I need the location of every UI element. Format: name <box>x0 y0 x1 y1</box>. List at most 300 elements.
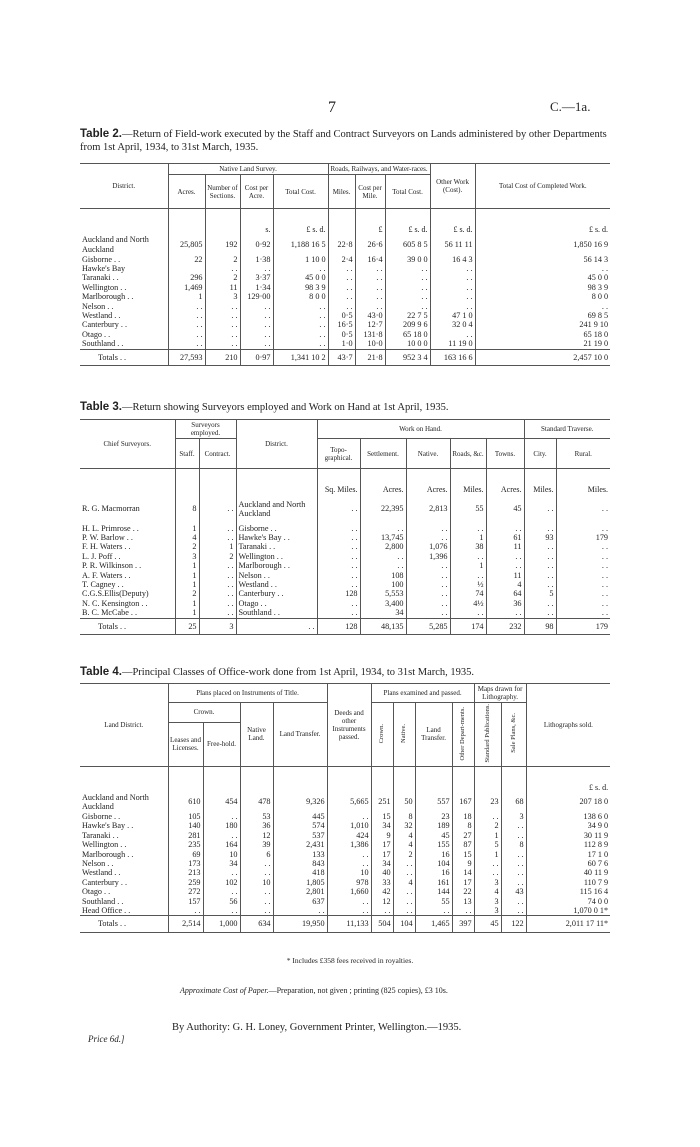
table-row <box>80 561 610 570</box>
unit-label <box>168 209 205 235</box>
t3-header-employed: Surveyors employed. <box>175 420 236 439</box>
t4-header-standard: Standard Publications. <box>483 704 491 763</box>
cell: 11 <box>486 542 524 551</box>
cell: 32 <box>393 821 415 830</box>
cell: 17 <box>371 850 393 859</box>
table-row <box>80 264 610 273</box>
row-label: P. R. Wilkinson . . <box>80 561 175 570</box>
cell: 16·4 <box>355 255 385 264</box>
cell: . . <box>406 608 450 618</box>
cell: . . <box>430 292 475 301</box>
cell: Canterbury . . <box>236 589 317 598</box>
cell: 1 <box>474 850 501 859</box>
cell: . . <box>430 273 475 282</box>
cell: . . <box>199 524 236 533</box>
total-cell: 1,465 <box>415 916 452 932</box>
total-cell: 122 <box>501 916 526 932</box>
cell: . . <box>475 302 610 311</box>
cell: . . <box>355 283 385 292</box>
cell: . . <box>430 283 475 292</box>
t4-header-crown: Crown. <box>168 703 240 723</box>
cell: 1,805 <box>273 878 327 887</box>
cell: . . <box>203 906 240 916</box>
table-row <box>80 897 610 906</box>
cell: 27 <box>452 831 474 840</box>
cell: . . <box>406 599 450 608</box>
cell: 4 <box>175 533 199 542</box>
table-row <box>80 273 610 282</box>
cell: 10 <box>327 868 371 877</box>
table-row <box>80 868 610 877</box>
table-2-caption <box>80 128 610 154</box>
cell: 16 <box>415 850 452 859</box>
cell: . . <box>474 859 501 868</box>
row-label: Otago . . <box>80 330 168 339</box>
cell: 610 <box>168 792 203 812</box>
cell: 110 7 9 <box>526 878 610 887</box>
cell: . . <box>406 524 450 533</box>
cell: . . <box>317 533 360 542</box>
cell: . . <box>205 339 240 349</box>
cell: . . <box>240 264 273 273</box>
cell: 164 <box>203 840 240 849</box>
row-label: Wellington . . <box>80 283 168 292</box>
cell: 12 <box>240 831 273 840</box>
cell: . . <box>452 906 474 916</box>
cell: . . <box>273 302 328 311</box>
cell: . . <box>430 330 475 339</box>
total-cell: 1,000 <box>203 916 240 932</box>
cell: 2,800 <box>360 542 406 551</box>
cell: 1 <box>199 542 236 551</box>
cell: Marlborough . . <box>236 561 317 570</box>
cell: 68 <box>501 792 526 812</box>
cell: 65 18 0 <box>475 330 610 339</box>
cell: 167 <box>452 792 474 812</box>
row-label: Taranaki . . <box>80 273 168 282</box>
row-label: Canterbury . . <box>80 320 168 329</box>
cell: 843 <box>273 859 327 868</box>
cell: . . <box>450 552 486 561</box>
cell: . . <box>203 831 240 840</box>
total-cell: 2,011 17 11* <box>526 916 610 932</box>
cell: 34 9 0 <box>526 821 610 830</box>
cell: 23 <box>474 792 501 812</box>
cell: . . <box>240 339 273 349</box>
cell: 25,805 <box>168 235 205 255</box>
cell: . . <box>393 897 415 906</box>
cell: 16 <box>415 868 452 877</box>
cell: 43 <box>501 887 526 896</box>
cell: 1,070 0 1* <box>526 906 610 916</box>
cell: Southland . . <box>236 608 317 618</box>
total-cell: 104 <box>393 916 415 932</box>
cell: 144 <box>415 887 452 896</box>
cell: . . <box>556 561 610 570</box>
table-row <box>80 878 610 887</box>
table-row <box>80 311 610 320</box>
total-cell: 952 3 4 <box>385 349 430 365</box>
cell: 16·5 <box>328 320 355 329</box>
cell: 10·0 <box>355 339 385 349</box>
cell: Taranaki . . <box>236 542 317 551</box>
cell: 5 <box>474 840 501 849</box>
empty-cell <box>168 766 203 792</box>
cell: . . <box>199 580 236 589</box>
table-row <box>80 850 610 859</box>
cell: 3 <box>474 897 501 906</box>
empty-cell <box>393 766 415 792</box>
cell: 115 16 4 <box>526 887 610 896</box>
cell: 1,660 <box>327 887 371 896</box>
table-row <box>80 599 610 608</box>
t3-header-staff: Staff. <box>175 439 199 469</box>
cell: 281 <box>168 831 203 840</box>
cell: 537 <box>273 831 327 840</box>
t2-header-native: Native Land Survey. <box>168 164 328 175</box>
total-cell: 27,593 <box>168 349 205 365</box>
cell: . . <box>501 868 526 877</box>
cell: . . <box>450 608 486 618</box>
total-cell: 11,133 <box>327 916 371 932</box>
unit-label: Acres. <box>486 469 524 495</box>
cell: . . <box>355 292 385 301</box>
cell: 45 <box>415 831 452 840</box>
cell: 129·00 <box>240 292 273 301</box>
cell: 45 0 0 <box>475 273 610 282</box>
table-row <box>80 552 610 561</box>
totals-label: Totals . . <box>80 618 175 634</box>
cell: 1 <box>168 292 205 301</box>
cell: . . <box>393 859 415 868</box>
cell: 3,400 <box>360 599 406 608</box>
cell: . . <box>355 273 385 282</box>
t4-header-leases: Leases and Licenses. <box>168 722 203 766</box>
cell: 133 <box>273 850 327 859</box>
row-label: Gisborne . . <box>80 812 168 821</box>
table-row <box>80 330 610 339</box>
cell: . . <box>240 868 273 877</box>
t2-header-acres: Acres. <box>168 175 205 209</box>
row-label: Wellington . . <box>80 840 168 849</box>
cell: 138 6 0 <box>526 812 610 821</box>
row-label: A. F. Waters . . <box>80 571 175 580</box>
cell: . . <box>205 330 240 339</box>
t4-header-plans: Plans placed on Instruments of Title. <box>168 684 327 703</box>
table-row <box>80 571 610 580</box>
cell: 40 11 9 <box>526 868 610 877</box>
cell: . . <box>524 552 556 561</box>
cell: 39 0 0 <box>385 255 430 264</box>
cell: Wellington . . <box>236 552 317 561</box>
table-row <box>80 840 610 849</box>
cell: 180 <box>203 821 240 830</box>
totals-label: Totals . . <box>80 916 168 932</box>
cell: 1 <box>175 599 199 608</box>
cell: . . <box>317 542 360 551</box>
cell: Westland . . <box>236 580 317 589</box>
cell: 296 <box>168 273 205 282</box>
cell: . . <box>328 273 355 282</box>
cell: 179 <box>556 533 610 542</box>
cell: 4 <box>393 878 415 887</box>
table-row <box>80 589 610 598</box>
table-row <box>80 792 610 812</box>
cell: 43·0 <box>355 311 385 320</box>
cell: 12·7 <box>355 320 385 329</box>
table-row <box>80 283 610 292</box>
cell: . . <box>524 599 556 608</box>
cell: . . <box>328 283 355 292</box>
unit-label: £ <box>355 209 385 235</box>
cell: . . <box>501 859 526 868</box>
cell: 1 <box>450 561 486 570</box>
table-3-caption <box>80 401 610 414</box>
cell: 1 <box>175 571 199 580</box>
cost-label: Approximate Cost of Paper. <box>180 986 269 995</box>
cell: . . <box>486 608 524 618</box>
empty-cell <box>415 766 452 792</box>
cell: . . <box>501 906 526 916</box>
table-row <box>80 524 610 533</box>
cell: 3 <box>474 906 501 916</box>
cell: . . <box>199 599 236 608</box>
cell: 2,813 <box>406 495 450 524</box>
cell: 69 8 5 <box>475 311 610 320</box>
cell: . . <box>450 524 486 533</box>
total-cell: 2,457 10 0 <box>475 349 610 365</box>
cell: 4 <box>486 580 524 589</box>
cell: . . <box>406 533 450 542</box>
cell: 1,010 <box>327 821 371 830</box>
cell: . . <box>430 264 475 273</box>
table-row <box>80 320 610 329</box>
cell: 140 <box>168 821 203 830</box>
cell: . . <box>385 292 430 301</box>
t2-header-cost-per-acre: Cost per Acre. <box>240 175 273 209</box>
table-row <box>80 608 610 618</box>
t2-header-other: Other Work (Cost). <box>430 164 475 209</box>
cell: 98 3 9 <box>273 283 328 292</box>
cell: 93 <box>524 533 556 542</box>
cell: 637 <box>273 897 327 906</box>
cell: 5 <box>524 589 556 598</box>
t3-header-native: Native. <box>406 439 450 469</box>
cell: 10 <box>240 878 273 887</box>
cell: 3 <box>474 878 501 887</box>
unit-label: Acres. <box>406 469 450 495</box>
cell: 2 <box>199 552 236 561</box>
cost-of-paper <box>180 986 448 995</box>
empty-cell <box>236 469 317 495</box>
cell: 36 <box>486 599 524 608</box>
totals-row <box>80 916 610 932</box>
cell: 45 0 0 <box>273 273 328 282</box>
table-row <box>80 339 610 349</box>
cell: . . <box>273 264 328 273</box>
table-3 <box>80 419 610 635</box>
cell: . . <box>556 608 610 618</box>
cell: 102 <box>203 878 240 887</box>
cell: 42 <box>371 887 393 896</box>
cell: . . <box>406 561 450 570</box>
t4-header-litho: Lithographs sold. <box>526 684 610 767</box>
cell: 74 0 0 <box>526 897 610 906</box>
cell: 128 <box>317 589 360 598</box>
row-label: Hawke's Bay . . <box>80 821 168 830</box>
cell: 22 <box>168 255 205 264</box>
cell: . . <box>205 302 240 311</box>
row-label: P. W. Barlow . . <box>80 533 175 542</box>
totals-label: Totals . . <box>80 349 168 365</box>
cell: . . <box>556 542 610 551</box>
table-2-title: —Return of Field-work executed by the Staff and Contract Surveyors on Lands administered by other Departments from 1st April, 1934, to 31st March, 1935. <box>80 129 607 153</box>
cell: . . <box>474 868 501 877</box>
cell: 272 <box>168 887 203 896</box>
cell: 4½ <box>450 599 486 608</box>
cell: 8 <box>175 495 199 524</box>
cell: . . <box>556 524 610 533</box>
cell: 36 <box>240 821 273 830</box>
cell: 213 <box>168 868 203 877</box>
cell: 53 <box>240 812 273 821</box>
t3-header-traverse: Standard Traverse. <box>524 420 610 439</box>
cell: . . <box>205 311 240 320</box>
cell: . . <box>203 812 240 821</box>
cell: 4 <box>393 831 415 840</box>
t4-header-district: Land District. <box>80 684 168 767</box>
cell: . . <box>556 599 610 608</box>
table-row <box>80 812 610 821</box>
row-label: Westland . . <box>80 311 168 320</box>
cell: 6 <box>240 850 273 859</box>
cell: 424 <box>327 831 371 840</box>
t2-header-cost-per-mile: Cost per Mile. <box>355 175 385 209</box>
cell: . . <box>240 906 273 916</box>
cell: . . <box>556 589 610 598</box>
t2-header-sections: Number of Sections. <box>205 175 240 209</box>
cell: 8 0 0 <box>475 292 610 301</box>
row-label: Auckland and North Auckland <box>80 792 168 812</box>
cell: 56 11 11 <box>430 235 475 255</box>
row-label: N. C. Kensington . . <box>80 599 175 608</box>
empty-cell <box>371 766 393 792</box>
cell: . . <box>168 339 205 349</box>
total-cell: 43·7 <box>328 349 355 365</box>
cell: 39 <box>240 840 273 849</box>
unit-label: Sq. Miles. <box>317 469 360 495</box>
cell: 1·34 <box>240 283 273 292</box>
row-label: Nelson . . <box>80 859 168 868</box>
row-label: Nelson . . <box>80 302 168 311</box>
cell: 33 <box>371 878 393 887</box>
cell: 34 <box>360 608 406 618</box>
cell: 56 <box>203 897 240 906</box>
cell: 3 <box>205 292 240 301</box>
cell: Auckland and North Auckland <box>236 495 317 524</box>
total-cell: 19,950 <box>273 916 327 932</box>
t3-header-contract: Contract. <box>199 439 236 469</box>
cell: . . <box>524 561 556 570</box>
cell: . . <box>524 571 556 580</box>
total-cell: 2,514 <box>168 916 203 932</box>
cell: 65 18 0 <box>385 330 430 339</box>
cell: . . <box>524 524 556 533</box>
cell: 8 <box>452 821 474 830</box>
t4-header-land-transfer-exam: Land Transfer. <box>415 703 452 767</box>
cell: 1 <box>175 608 199 618</box>
row-label: Head Office . . <box>80 906 168 916</box>
cell: 26·6 <box>355 235 385 255</box>
cell: 3 <box>501 812 526 821</box>
cell: . . <box>430 302 475 311</box>
unit-label: Miles. <box>556 469 610 495</box>
cell: . . <box>385 273 430 282</box>
cell: . . <box>240 320 273 329</box>
units-row <box>80 209 610 235</box>
cell: 69 <box>168 850 203 859</box>
cell: 155 <box>415 840 452 849</box>
cell: 104 <box>415 859 452 868</box>
t2-header-total-cost-roads: Total Cost. <box>385 175 430 209</box>
cell: 251 <box>371 792 393 812</box>
total-cell: 1,341 10 2 <box>273 349 328 365</box>
cell: . . <box>393 906 415 916</box>
cell: 1 <box>474 831 501 840</box>
row-label: L. J. Poff . . <box>80 552 175 561</box>
cell: 1,396 <box>406 552 450 561</box>
cell: 8 <box>393 812 415 821</box>
cell: . . <box>327 859 371 868</box>
cell: 3·37 <box>240 273 273 282</box>
cell: 5,665 <box>327 792 371 812</box>
row-label: Taranaki . . <box>80 831 168 840</box>
cell: . . <box>240 302 273 311</box>
cell: 100 <box>360 580 406 589</box>
cell: 2 <box>474 821 501 830</box>
cell: 4 <box>393 840 415 849</box>
total-cell: 0·97 <box>240 349 273 365</box>
total-cell: 21·8 <box>355 349 385 365</box>
row-label: Southland . . <box>80 897 168 906</box>
cell: 21 19 0 <box>475 339 610 349</box>
cell: . . <box>556 495 610 524</box>
authority-line: By Authority: G. H. Loney, Government Printer, Wellington.—1935. <box>172 1022 462 1033</box>
empty-cell <box>327 766 371 792</box>
empty-cell <box>80 766 168 792</box>
table-4-title: —Principal Classes of Office-work done from 1st April, 1934, to 31st March, 1935. <box>121 667 475 678</box>
cell: . . <box>328 302 355 311</box>
unit-label: Acres. <box>360 469 406 495</box>
cell: 22 7 5 <box>385 311 430 320</box>
unit-label: s. <box>240 209 273 235</box>
cell: 8 0 0 <box>273 292 328 301</box>
t4-header-maps: Maps drawn for Lithography. <box>474 684 526 703</box>
unit-label: £ s. d. <box>273 209 328 235</box>
cell: . . <box>317 495 360 524</box>
cell: . . <box>199 533 236 542</box>
cell: . . <box>486 552 524 561</box>
row-label: T. Cagney . . <box>80 580 175 589</box>
cell: 40 <box>371 868 393 877</box>
cell: 45 <box>486 495 524 524</box>
cell: . . <box>501 831 526 840</box>
total-cell: 504 <box>371 916 393 932</box>
t4-header-crown-exam: Crown. <box>378 723 386 743</box>
cell: . . <box>385 302 430 311</box>
cell: . . <box>360 552 406 561</box>
t4-header-freehold: Free-hold. <box>203 722 240 766</box>
